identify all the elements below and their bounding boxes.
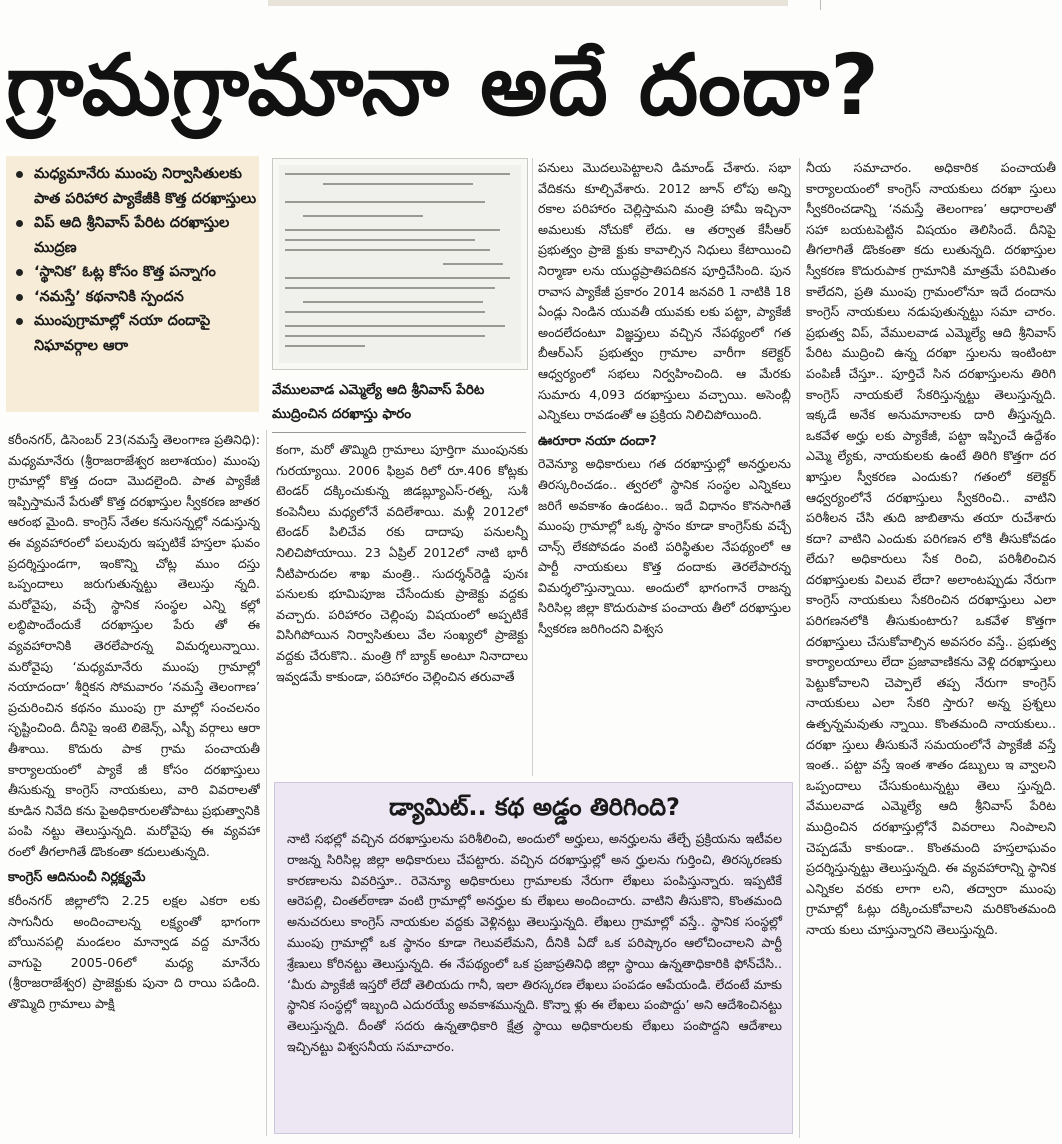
highlight-text: ముంపుగ్రామాల్లో నయా దందాపై నిఘావర్గాల ఆరా: [34, 313, 211, 354]
box-body: నాటి సభల్లో వచ్చిన దరఖాస్తులను పరిశీలించి, అందులో అర్హులు, అనర్హులను తేల్చే ప్రక్రియను ఇటీవల రాజన్న సిరిసిల్ల జిల్లా అధికారులు చేపట్టారు. వచ్చిన దరఖాస్తుల్లో అన ర్హులను గుర్తించి, తిరస్కరణకు కారణాలను వివరిస్తూ.. రెవెన్యూ అధికారులు గ్రామాలకు నేరుగా లేఖలు పంపిస్తున్నారు. ఇప్పటికే ఆరెపల్లి, చింతల్‌ఠాణా వంటి గ్రామాల్లో అనర్హుల కు లేఖలు అందించారు. వాటిని తీసుకొని, కొంతమంది అనుచరులు కాంగ్రెస్ నాయకుల వద్దకు వెళ్లినట్టు తెలుస్తున్నది. లేఖలు గ్రామాల్లో వస్తే.. స్థానిక సంస్థల్లో ముంపు గ్రామాల్లో ఒక స్థానం కూడా గెలువలేమని, దీనికి ఏదో ఒక పరిష్కారం ఆలోచించాలని పార్టీ శ్రేణులు కోరినట్టు తెలుస్తున్నది. ఈ నేపథ్యంలో ఒక ప్రజాప్రతినిధి జిల్లా స్థాయి ఉన్నతాధికారికి ఫోన్‌చేసి.. ‘మీరు ప్యాకేజీ ఇస్తరో లేదో తెలియదు గానీ, ఇలా తిరస్కరణ లేఖలు పంపడం ఆపేయండి. లేదంటే మాకు స్థానిక సంస్థల్లో ఇబ్బంది ఎదురయ్యే అవకాశమున్నది. కొన్నా ళ్లు ఈ లేఖలు పంపొద్దు’ అని ఆదేశించినట్టు తెలుస్తున్నది. దీంతో సదరు ఉన్నతాధికారి క్షేత్ర స్థాయి అధికారులకు లేఖలు పంపొద్దని ఆదేశాలు ఇచ్చినట్టు విశ్వసనీయ సమాచారం.: [287, 831, 782, 1054]
highlight-text: మధ్యమానేరు ముంపు నిర్వాసితులకు పాత పరిహార ప్యాకేజీకి కొత్త దరఖాస్తులు: [34, 166, 257, 207]
highlight-item: [12, 211, 259, 260]
headline: గ్రామగ్రామానా అదే దందా?: [6, 36, 880, 134]
article-column-2: [276, 440, 528, 778]
column-divider: [799, 158, 800, 1138]
bullet-icon: [16, 220, 23, 227]
highlight-item: [12, 260, 259, 285]
paragraph: రెవెన్యూ అధికారులు గత దరఖాస్తుల్లో అనర్హులను తిరస్కరించడం.. త్వరలో స్థానిక సంస్థల ఎన్నికలు జరిగే అవకాశం ఉండటం.. ఇదే విధానం కొనసాగితే ముంపు గ్రామాల్లో ఒక్క స్థానం కూడా కాంగ్రెస్‌కు వచ్చే చాన్స్ లేకపోవడం వంటి పరిస్థితుల నేపథ్యంలో ఆ పార్టీ నాయకులు కొత్త దందాకు తెరలేపారన్న విమర్శలొస్తున్నాయి. అందులో భాగంగానే రాజన్న సిరిసిల్ల జిల్లా కొదురుపాక పంచాయ తీలో దరఖాస్తుల స్వీకరణ జరిగిందని విశ్వస: [538, 456, 791, 637]
highlights-box: [6, 156, 259, 412]
article-column-1: [8, 430, 260, 1140]
bullet-icon: [16, 318, 23, 325]
bullet-icon: [16, 294, 23, 301]
box-title: డ్యామిట్.. కథ అడ్డం తిరిగింది?: [389, 793, 680, 821]
paragraph: పనులు మొదలుపెట్టాలని డిమాండ్ చేశారు. సభా వేదికను కూల్చివేశారు. 2012 జూన్ లోపు అన్ని రకాల పరిహారం చెల్లిస్తామని మంత్రి హామీ ఇచ్చినా అమలుకు నోచుకో లేదు. ఆ తర్వాత కేసీఆర్ ప్రభుత్వం ప్రాజె క్టుకు కావాల్సిన నిధులు కేటాయించి నిర్మాణా లను యుద్ధప్రాతిపదికన పూర్తిచేసింది. పున రావాస ప్యాకేజీ ప్రకారం 2014 జనవరి 1 నాటికి 18 ఏండ్లు నిండిన యువతీ యువకు లకు పట్టా, ప్యాకేజీ అందలేదంటూ విజ్ఞప్తులు వచ్చిన నేపథ్యంలో గత బీఆర్ఎస్ ప్రభుత్వం గ్రామాల వారీగా కలెక్టర్ ఆధ్వర్యంలో సభలు నిర్వహించింది. ఆ మేరకు సుమారు 4,093 దరఖాస్తులు వచ్చాయి. అసెంబ్లీ ఎన్నికలు రావడంతో ఆ ప్రక్రియ నిలిచిపోయింది.: [538, 160, 791, 423]
highlight-item: [12, 285, 259, 310]
highlight-item: [12, 309, 259, 358]
paragraph: కరీంనగర్, డిసెంబర్ 23(నమస్తే తెలంగాణ ప్రతినిధి): మధ్యమానేరు (శ్రీరాజరాజేశ్వర జలాశయం) ముంపు గ్రామాల్లో కొత్త దందా మొదలైంది. పాత ప్యాకేజీ ఇప్పిస్తామనే పేరుతో కొత్త దరఖాస్తుల స్వీకరణ జాతర ఆరంభ మైంది. కాంగ్రెస్ నేతల కనుసన్నల్లో నడుస్తున్న ఈ వ్యవహారంలో పలువురు ఇప్పటికే హస్తలా ఘవం ప్రదర్శిస్తుండగా, ఇంకొన్ని చోట్ల ముం దస్తు ఒప్పందాలు జరుగుతున్నట్టు తెలుస్తు న్నది. మరోవైపు, వచ్చే స్థానిక సంస్థల ఎన్ని కల్లో లబ్ధిపొందేందుకే దరఖాస్తుల పేరు తో ఈ వ్యవహారానికి తెరలేపారన్న విమర్శలున్నాయి. మరోవైపు ‘మధ్యమానేరు ముంపు గ్రామాల్లో నయాదందా’ శీర్షికన సోమవారం ‘నమస్తే తెలంగాణ’ ప్రచురించిన కథనం ముంపు గ్రా మాల్లో సంచలనం సృష్టించింది. దీనిపై ఇంటె లిజెన్స్, ఎస్బీ వర్గాలు ఆరా తీశాయి. కొదురు పాక గ్రామ పంచాయతీ కార్యాలయంలో ప్యాకే జీ కోసం దరఖాస్తులు తీసుకున్న కాంగ్రెస్ నాయకులు, వారి వివరాలతో కూడిన నివేది కను పైఅధికారులతోపాటు ప్రభుత్వానికి పంపి నట్టు తెలుస్తున్నది. మరోవైపు ఈ వ్యవహా రంలో తీగలాగితే డొంకంతా కదులుతున్నది.: [8, 432, 260, 859]
top-border: [0, 0, 1062, 10]
application-form-image: [272, 158, 528, 370]
paragraph: కరీంనగర్ జిల్లాలోని 2.25 లక్షల ఎకరా లకు సాగునీరు అందించాలన్న లక్ష్యంతో భాగంగా బోయినపల్లి మండలం మాన్వాడ వద్ద మానేరు వాగుపై 2005-06లో మధ్య మానేరు (శ్రీరాజరాజేశ్వర) ప్రాజెక్టుకు పునా ది రాయి పడింది. తొమ్మిది గ్రామాలు పాక్షి: [8, 893, 260, 1012]
highlight-text: విప్ ఆది శ్రీనివాస్ పేరిట దరఖాస్తుల ముద్రణ: [34, 215, 230, 256]
subheading: ఊరూరా నయా దందా?: [538, 433, 657, 449]
caption-divider: [272, 432, 526, 433]
article-column-4: [806, 158, 1056, 1140]
highlight-item: [12, 162, 259, 211]
bullet-icon: [16, 269, 23, 276]
paragraph: నీయ సమాచారం. అధికారిక పంచాయతీ కార్యాలయంలో కాంగ్రెస్ నాయకులు దరఖా స్తులు స్వీకరించడాన్ని ‘నమస్తే తెలంగాణ’ ఆధారాలతో సహా బయటపెట్టిన విషయం తెలిసిందే. దీనిపై తీగలాగితే డొంకంతా కదు లుతున్నది. దరఖాస్తుల స్వీకరణ కొదురుపాక గ్రామానికి మాత్రమే పరిమితం కాలేదని, ప్రతి ముంపు గ్రామంలోనూ ఇదే దందాను కాంగ్రెస్ నాయకులు నడుపుతున్నట్టు సమా చారం. ప్రభుత్వ విప్, వేములవాడ ఎమ్మెల్యే ఆది శ్రీనివాస్ పేరిట ముద్రించి ఉన్న దరఖా స్తులను ఇంటింటా పంపిణీ చేస్తూ.. పూర్తిచే సిన దరఖాస్తులను తిరిగి కాంగ్రెస్ నాయకులే సేకరిస్తున్నట్టు తెలుస్తున్నది. ఇక్కడే అనేక అనుమానాలకు దారి తీస్తున్నది. ఒకవేళ అర్హు లకు ప్యాకేజీ, పట్టా ఇప్పించే ఉద్దేశం ఎమ్మె ల్యేకు, నాయకులకు ఉంటే తిరిగి కొత్తగా దర ఖాస్తుల స్వీకరణ ఎందుకు? గతంలో కలెక్టర్ ఆధ్వర్యంలోనే దరఖాస్తులు స్వీకరించి.. వాటిని పరిశీలన చేసి తుది జాబితాను తయా రుచేశారు కదా? వాటిని ఎందుకు పరిగణన లోకి తీసుకోవడం లేదు? అధికారులు సేక రించి, పరిశీలించిన దరఖాస్తులకు విలువ లేదా? అలాంటప్పుడు నేరుగా కాంగ్రెస్ నాయకులు సేకరించిన దరఖాస్తులు ఎలా పరిగణనలోకి తీసుకుంటారు? ఒకవేళ కొత్తగా దరఖాస్తులు చేసుకోవాల్సిన అవసరం వస్తే.. ప్రభుత్వ కార్యాలయాలు లేదా ప్రజావాణికను వెళ్లి దరఖాస్తులు పెట్టుకోవాలని చెప్పాలే తప్ప నేరుగా కాంగ్రెస్ నాయకులు ఎలా సేకరి స్తారు? అన్న ప్రశ్నలు ఉత్పన్నమవుతు న్నాయి. కొంతమంది నాయకులు.. దరఖా స్తులు తీసుకునే సమయంలోనే ప్యాకేజీ వస్తే ఇంత.. పట్టా వస్తే ఇంత శాతం డబ్బులు ఇ వ్వాలని ఒప్పందాలు చేసుకుంటున్నట్టు తెలు స్తున్నది. వేములవాడ ఎమ్మెల్యే ఆది శ్రీనివాస్ పేరిట ముద్రించిన దరఖాస్తుల్లోనే వివరాలు నింపాలని చెప్పడమే కాకుండా.. కొంతమంది హస్తలాఘవం ప్రదర్శిస్తున్నట్టు తెలుస్తున్నది. ఈ వ్యవహారాన్ని స్థానిక ఎన్నికల వరకు లాగా లని, తద్వారా ముంపు గ్రామాల్లో ఓట్లు దక్కించుకోవాలని మరికొంతమంది నాయ కులు చూస్తున్నారని తెలుస్తున్నది.: [806, 160, 1056, 937]
subheading: కాంగ్రెస్ ఆదినుంచీ నిర్లక్ష్యమే: [8, 870, 146, 886]
column-divider: [266, 430, 267, 1136]
top-strip: [268, 0, 788, 6]
sidebar-box: [274, 782, 793, 1134]
column-divider: [532, 158, 533, 776]
article-column-3: [538, 158, 791, 778]
top-corner: [820, 0, 1061, 10]
highlight-text: ‘నమస్తే’ కథనానికి స్పందన: [34, 288, 184, 305]
image-caption: వేములవాడ ఎమ్మెల్యే ఆది శ్రీనివాస్ పేరిట ముద్రించిన దరఖాస్తు ఫారం: [272, 382, 485, 422]
paragraph: కంగా, మరో తొమ్మిది గ్రామాలు పూర్తిగా ముంపునకు గురయ్యాయి. 2006 ఫిబ్రవ రిలో రూ.406 కోట్లకు టెండర్ దక్కించుకున్న జిడబ్ల్యూఎస్-రత్న, సుశీ కంపెనీలు మధ్యలోనే వదిలేశాయి. మళ్లీ 2012లో టెండర్ పిలిచేవ రకు దాదాపు పనులన్నీ నిలిచిపోయాయి. 23 ఏప్రిల్ 2012లో నాటి భారీ నీటిపారుదల శాఖ మంత్రి.. సుదర్శన్‌రెడ్డి పునః పనులకు భూమిపూజ చేసేందుకు ప్రాజెక్టు వద్దకు వచ్చారు. పరిహారం చెల్లింపు విషయంలో అప్పటికే విసిగిపోయిన నిర్వాసితులు వేల సంఖ్యలో ప్రాజెక్టు వద్దకు చేరుకొని.. మంత్రి గో బ్యాక్ అంటూ నినాదాలు ఇవ్వడమే కాకుండా, పరిహారం చెల్లించిన తరువాతే: [276, 442, 528, 684]
highlight-text: ‘స్థానిక’ ఓట్ల కోసం కొత్త పన్నాగం: [34, 264, 216, 280]
bullet-icon: [16, 171, 23, 178]
